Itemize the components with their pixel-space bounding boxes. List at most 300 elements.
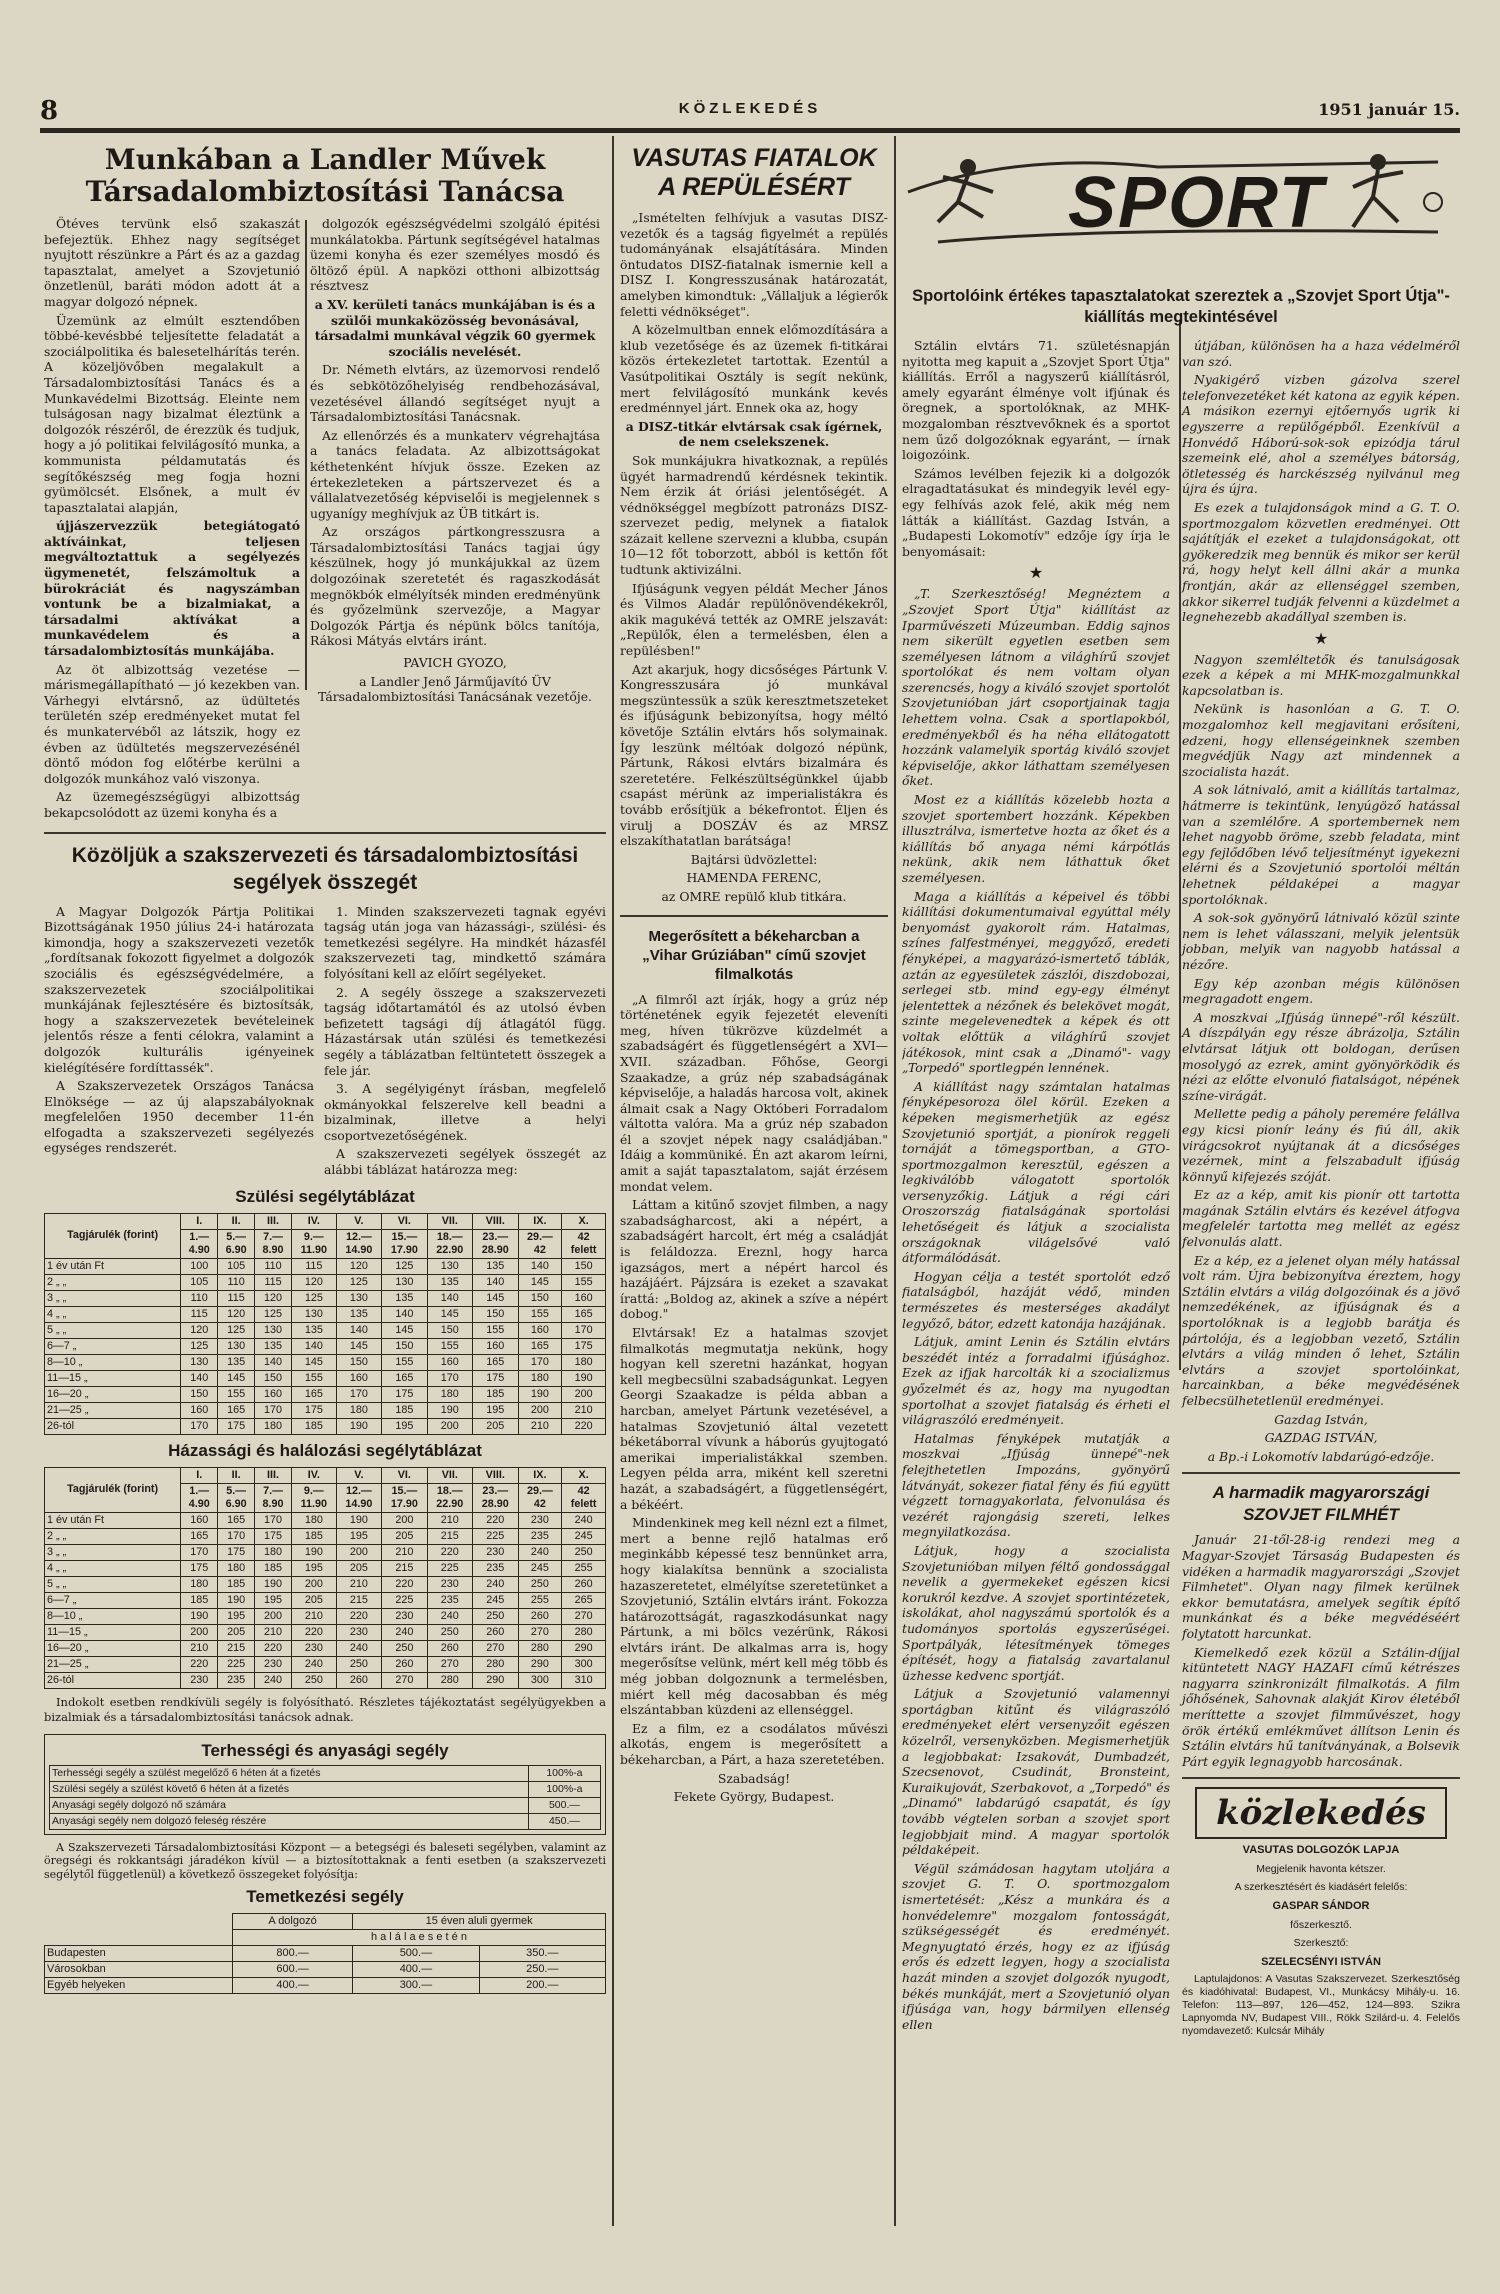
- table-range-header: 9.— 11.90: [292, 1229, 337, 1258]
- table-cell: 150: [473, 1306, 518, 1322]
- table-range-header: 18.— 22.90: [427, 1483, 472, 1512]
- table-col-header: V.: [336, 1213, 381, 1229]
- table-cell: 155: [292, 1370, 337, 1386]
- table-col-header: X.: [562, 1467, 606, 1483]
- paragraph: „A filmről azt írják, hogy a grúz nép történetének egyik fejezetét eleveníti meg, híven tükrözve küzdelmét a szabadságért és függetlenségért a XVI—XVII. században. Főhőse, Georgi Szaakadze, a grúz nép szabadságának képviselője, a haladás harcosa volt, akinek álmait csak a Nagy Októberi Forradalom váltotta valóra. Ma a grúz nép szabadon él a szovjet népek nagy családjában." Idáig a kommüniké. Én azt akarom leírni, amit a saját tapasztalatom, saját érzésem mondat velem.: [620, 991, 888, 1194]
- table-cell: 100%-a: [528, 1781, 600, 1797]
- table-cell: 225: [427, 1560, 472, 1576]
- imprint-line: Szerkesztő:: [1293, 1937, 1349, 1950]
- paragraph: A sok látnivaló, amit a kiállítás tartalmaz, hátmerre is tekintünk, lenyúgöző hatással van a szemlélőre. A sportembernek nem lehet nagyobb öröme, szebb feladata, mint egy fejlődőben lévő teljesítményt igyekezni elérni és a Szovjetunió sportolói méltán lehetnek példaképei a magyar sportolóknak.: [1182, 782, 1460, 907]
- table-row: [45, 1512, 606, 1528]
- table-cell: 300: [562, 1656, 606, 1672]
- table-cell: 230: [292, 1640, 337, 1656]
- section-rule: [620, 915, 888, 917]
- table-cell: 125: [336, 1274, 381, 1290]
- table-cell: 265: [562, 1592, 606, 1608]
- table-cell: 800.—: [232, 1946, 352, 1962]
- table-cell: 205: [218, 1624, 255, 1640]
- table-col-header: X.: [562, 1213, 606, 1229]
- paragraph: A Szakszervezetek Országos Tanácsa Elnöksége — az új alapszabályoknak megfelelően 1950 december 11-én elfogadta a szakszervezeti segélyezés egységes rendszerét.: [44, 1078, 314, 1156]
- paragraph: Sok munkájukra hivatkoznak, a repülés ügyét harmadrendű kérdésnek tekintik. Nem érzik át óriási jelentőségét. A védnökséggel megbízott patronázs DISZ-szervezet pedig, melynek a fiatalok százait kellene szervezni a klubba, csupán 10—12 főt toborzott, abból is kettőn főt tudtunk aktivizálni.: [620, 452, 888, 578]
- table-range-header: 42 felett: [562, 1483, 606, 1512]
- table-range-header: 18.— 22.90: [427, 1229, 472, 1258]
- table-cell: 195: [255, 1592, 292, 1608]
- table-cell: 100: [181, 1258, 218, 1274]
- sport-column-left: [902, 338, 1170, 2041]
- table-cell: 140: [518, 1258, 562, 1274]
- article-title: Sportolóink értékes tapasztalatokat szereztek a „Szovjet Sport Útja"-kiállítás megtekintésével: [912, 287, 1450, 326]
- table-cell: 200: [382, 1512, 427, 1528]
- table-row: [45, 1656, 606, 1672]
- table-col-header: II.: [218, 1467, 255, 1483]
- table-cell: 270: [427, 1656, 472, 1672]
- imprint-line: SZELECSÉNYI ISTVÁN: [1261, 1955, 1381, 1968]
- article-title: Megerősített a békeharcban a „Vihar Grúziában" című szovjet filmalkotás: [642, 927, 866, 983]
- paragraph: Látjuk, hogy a szocialista Szovjetunióban milyen féltő gondossággal nevelik a gyermekeket egészen kicsi korukról kezdve. A szovjet sportintézetek, iskolákat, ahol nagyszámú sportolók és a tudományos sportolás egyszerűségei. Sportpályák, létesítmények tömeges építését, hogy a fiatalság zavartalanul üzhesse kedvenc sportját.: [902, 1542, 1170, 1683]
- table-cell: 185: [473, 1386, 518, 1402]
- row-label: 1 év után Ft: [45, 1258, 181, 1274]
- table-row: [45, 1402, 606, 1418]
- table-cell: 110: [218, 1274, 255, 1290]
- table-cell: 190: [427, 1402, 472, 1418]
- table-cell: 500.—: [353, 1946, 479, 1962]
- table-cell: 145: [292, 1354, 337, 1370]
- table-cell: 135: [292, 1322, 337, 1338]
- column-divider: [612, 136, 614, 2226]
- table-cell: 105: [218, 1258, 255, 1274]
- table-cell: 250: [562, 1544, 606, 1560]
- table-cell: 125: [181, 1338, 218, 1354]
- table-cell: 135: [427, 1274, 472, 1290]
- row-label: 4 „ „: [45, 1560, 181, 1576]
- notice-column-left: [44, 904, 314, 1181]
- pregnancy-title: Terhességi és anyasági segély: [201, 1740, 449, 1760]
- table-cell: 140: [292, 1338, 337, 1354]
- table-row: [45, 1338, 606, 1354]
- table-cell: 280: [473, 1656, 518, 1672]
- table-cell: 165: [218, 1512, 255, 1528]
- table-cell: 140: [336, 1322, 381, 1338]
- table-cell: 240: [255, 1672, 292, 1688]
- paragraph: 1. Minden szakszervezeti tagnak egyévi tagság után joga van házassági-, szülési- és temetkezési segélyre. Ha mindkét házasfél szakszervezeti tag, mindkettő számára folyósítani kell az előírt segélyeket.: [324, 903, 606, 981]
- table-cell: 240: [382, 1624, 427, 1640]
- table-cell: 190: [292, 1544, 337, 1560]
- table-cell: Anyasági segély nem dolgozó feleség részére: [50, 1813, 529, 1829]
- table-cell: 170: [255, 1402, 292, 1418]
- table-cell: 170: [427, 1370, 472, 1386]
- table-cell: 220: [336, 1608, 381, 1624]
- table-cell: 130: [181, 1354, 218, 1370]
- paragraph: A sok-sok gyönyörű látnivaló közül szinte nem is lehet válasszani, melyik jelentsük jobban, melyik van nagyobb hatással a nézőre.: [1182, 910, 1460, 972]
- table-cell: 180: [292, 1512, 337, 1528]
- left-section: [44, 138, 606, 2228]
- table-row: [45, 1592, 606, 1608]
- signature: PAVICH GYOZO,: [403, 655, 507, 671]
- table-cell: 190: [218, 1592, 255, 1608]
- table-col-header: VI.: [382, 1467, 427, 1483]
- table-cell: 155: [382, 1354, 427, 1370]
- paragraph: A Szakszervezeti Társadalombiztosítási Központ — a betegségi és baleseti segélyben, valamint az öregségi és rokkantsági járadékon kívül — a biztosítottaknak a fenti esetben (a szakszervezeti segélytől függetlenül) a következő összegeket folyósítja:: [44, 1840, 606, 1881]
- table-cell: 270: [473, 1640, 518, 1656]
- table-cell: 195: [292, 1560, 337, 1576]
- star-separator: ★: [1313, 628, 1329, 648]
- table-cell: Szülési segély a szülést követő 6 héten át a fizetés: [50, 1781, 529, 1797]
- paragraph: Most ez a kiállítás közelebb hozta a szovjet sportembert hozzánk. Képekben illusztrálva, ismertetve hozta az őket és a kiállítás bő anyaga némi kárpótlás nekünk, akik nem láthattuk őket személyesen.: [902, 792, 1170, 885]
- table-cell: 200: [292, 1576, 337, 1592]
- table-cell: 195: [336, 1528, 381, 1544]
- paragraph: Ez az a kép, amit kis pionír ott tartotta magának Sztálin elvtárs és kezével átfogva megfelelér tartotta meg mellét az egész felvonulás alatt.: [1182, 1187, 1460, 1250]
- table-cell: 230: [255, 1656, 292, 1672]
- table-cell: 130: [292, 1306, 337, 1322]
- middle-section: [620, 138, 888, 2228]
- table-col-header: A dolgozó: [232, 1914, 352, 1930]
- row-label: 6—7 „: [45, 1592, 181, 1608]
- right-section: [902, 282, 1460, 2232]
- table-cell: Budapesten: [45, 1946, 233, 1962]
- table-cell: 230: [181, 1672, 218, 1688]
- paragraph: A kiállítást nagy számtalan hatalmas fényképesoroza ölel körül. Ezeken a képeken megismerhetjük az egész Szovjetunió sportját, a pionírok reggeli tornáját a tömegsportban, a GTO-sportmozgalmon keresztül, egészen a legkiválóbb válogatott sportolók versenyzőkig. Látjuk a régi cári Oroszország fiatalságának sportolási lehetőségeit és látjuk a szocialista országoknak világelsővé való átformálódását.: [902, 1078, 1170, 1266]
- table-cell: 280: [427, 1672, 472, 1688]
- table-range-header: 9.— 11.90: [292, 1483, 337, 1512]
- table-col-header: VII.: [427, 1213, 472, 1229]
- table-cell: 125: [382, 1258, 427, 1274]
- table-col-header: VIII.: [473, 1467, 518, 1483]
- table-range-header: 15.— 17.90: [382, 1483, 427, 1512]
- row-label: 1 év után Ft: [45, 1512, 181, 1528]
- birth-table-title: Szülési segélytáblázat: [235, 1186, 415, 1206]
- table-cell: 245: [562, 1528, 606, 1544]
- table-row: [45, 1544, 606, 1560]
- table-row: [45, 1306, 606, 1322]
- signature: Fekete György, Budapest.: [673, 1789, 835, 1805]
- table-cell: 290: [473, 1672, 518, 1688]
- paragraph: Azt akarjuk, hogy dicsőséges Pártunk V. Kongresszusára jó munkával megszüntessük a szük keresztmetszeteket és ifjúságunk bebizonyítsa, hogy méltó követője Sztálin elvtárs hős solymainak. Így leszünk méltóak dolgozó népünk, Pártunk, Rákosi elvtárs bizalmára és szeretetére. Felkészültségünkkel újabb csapást mérünk az imperialistákra és tovább erősítjük a békefrontot. Éljen és virulj a DOSZÁV és az MRSZ elszakíthatatlan barátsága!: [620, 661, 888, 849]
- table-cell: 240: [336, 1640, 381, 1656]
- row-label: 21—25 „: [45, 1656, 181, 1672]
- table-cell: 135: [218, 1354, 255, 1370]
- row-label: 16—20 „: [45, 1386, 181, 1402]
- paragraph: A közelmultban ennek előmozdítására a klub vezetősége és az üzemek fi-titkárai közös értekezletet tartottak. Ezentúl a Vasútpolitikai Osztály is segít nekünk, mert felvilágosító munkánk kevés eredménnyel járt. Ennek oka az, hogy: [620, 322, 888, 416]
- table-cell: 165: [292, 1386, 337, 1402]
- table-row: [45, 1672, 606, 1688]
- article-column-right: [310, 216, 600, 824]
- table-cell: 175: [255, 1528, 292, 1544]
- table-cell: 175: [562, 1338, 606, 1354]
- paragraph: Indokolt esetben rendkívüli segély is folyósítható. Részletes tájékoztatást segélyügyekben a bizalmiak és a társadalombiztosítási tanácsok adnak.: [44, 1694, 606, 1725]
- table-cell: 160: [427, 1354, 472, 1370]
- marriage-table-title: Házassági és halálozási segélytáblázat: [168, 1440, 482, 1460]
- table-cell: 135: [255, 1338, 292, 1354]
- table-cell: 160: [473, 1338, 518, 1354]
- table-cell: 210: [255, 1624, 292, 1640]
- table-cell: 215: [427, 1528, 472, 1544]
- table-cell: 140: [473, 1274, 518, 1290]
- paragraph: A moszkvai „Ifjúság ünnepé"-ről készült. A díszpályán egy része ábrázolja, Sztálin elvtársat látjuk ott boldogan, derűsen mosolygó az ezrek, amint gyönyörködik és nézi az előtte elvonuló fiatalságot, népének színe-virágát.: [1182, 1009, 1460, 1103]
- paragraph: dolgozók egészségvédelmi szolgáló épitési munkálatokba. Pártunk segítségével hatalmas üzemi konyha és ezer személyes mosdó és öltöző épül. A napközi otthoni albizottság résztvesz: [310, 216, 600, 294]
- paragraph: a DISZ-titkár elvtársak csak ígérnek, de nem cselekszenek.: [625, 418, 883, 450]
- table-cell: 150: [562, 1258, 606, 1274]
- table-row: [45, 1258, 606, 1274]
- table-cell: 250: [382, 1640, 427, 1656]
- imprint-text: Laptulajdonos: A Vasutas Szakszervezet. Szerkesztőség és kiadóhivatal: Budapest, VI., Munkácsy Mihály-u. 16. Telefon: 113—897, 126—452, 124—893. Szikra Lapnyomda NV, Budapest VIII., Rökk Szilárd-u. 4. Felelős nyomdavezető: Kulcsár Mihály: [1182, 1973, 1460, 2038]
- table-cell: 100%-a: [528, 1765, 600, 1781]
- table-col-header: IV.: [292, 1213, 337, 1229]
- table-cell: 200.—: [479, 1978, 605, 1994]
- row-label: 8—10 „: [45, 1354, 181, 1370]
- table-cell: 120: [181, 1322, 218, 1338]
- funeral-table: [44, 1913, 606, 1994]
- table-row: [45, 1608, 606, 1624]
- table-range-header: 7.— 8.90: [255, 1483, 292, 1512]
- table-cell: 235: [518, 1528, 562, 1544]
- table-cell: 220: [181, 1656, 218, 1672]
- table-cell: 170: [336, 1386, 381, 1402]
- table-cell: 160: [255, 1386, 292, 1402]
- table-cell: 125: [218, 1322, 255, 1338]
- table-row: [45, 1354, 606, 1370]
- table-cell: 245: [473, 1592, 518, 1608]
- table-cell: 190: [181, 1608, 218, 1624]
- paragraph: Szabadság!: [717, 1770, 791, 1786]
- table-cell: 185: [292, 1418, 337, 1434]
- table-cell: 180: [255, 1544, 292, 1560]
- table-cell: 135: [382, 1290, 427, 1306]
- row-label: 5 „ „: [45, 1576, 181, 1592]
- masthead: KÖZLEKEDÉS: [678, 100, 822, 117]
- table-cell: 155: [562, 1274, 606, 1290]
- page-number: 8: [40, 96, 59, 126]
- table-cell: 165: [218, 1402, 255, 1418]
- table-cell: 185: [181, 1592, 218, 1608]
- article-title: A harmadik magyarországi SZOVJET FILMHÉT: [1212, 1483, 1430, 1525]
- table-cell: 115: [218, 1290, 255, 1306]
- table-cell: 175: [181, 1560, 218, 1576]
- imprint-line: VASUTAS DOLGOZÓK LAPJA: [1242, 1844, 1400, 1857]
- table-cell: 225: [382, 1592, 427, 1608]
- paragraph: Január 21-től-28-ig rendezi meg a Magyar-Szovjet Társaság Budapesten és vidéken a harmadik magyarországi „Szovjet Filmhetet". Olyan nagy filmek kerülnek ekkor bemutatásra, amelyek segítik építő munkánkat és a béke megvédéséért folytatott harcunkat.: [1182, 1532, 1460, 1641]
- table-range-header: 5.— 6.90: [218, 1229, 255, 1258]
- table-cell: 280: [518, 1640, 562, 1656]
- table-cell: 205: [292, 1592, 337, 1608]
- table-cell: 220: [292, 1624, 337, 1640]
- table-cell: 165: [382, 1370, 427, 1386]
- article-title: VASUTAS FIATALOK A REPÜLÉSÉRT: [631, 144, 877, 201]
- table-cell: 170: [518, 1354, 562, 1370]
- table-row: [45, 1418, 606, 1434]
- paragraph: útjában, különösen ha a haza védelméről van szó.: [1182, 338, 1460, 369]
- table-row: [45, 1322, 606, 1338]
- table-cell: 185: [292, 1528, 337, 1544]
- table-cell: Egyéb helyeken: [45, 1978, 233, 1994]
- table-cell: 190: [336, 1418, 381, 1434]
- paragraph: Az üzemegészségügyi albizottság bekapcsolódott az üzemi konyha és a: [44, 789, 300, 820]
- table-col-header: I.: [181, 1213, 218, 1229]
- table-cell: 235: [427, 1592, 472, 1608]
- table-col-header: IX.: [518, 1467, 562, 1483]
- birth-aid-table: [44, 1213, 606, 1435]
- paragraph: 3. A segélyigényt írásban, megfelelő okmányokkal felszerelve kell beadni a bizalminak, illetve a helyi csoportvezetőségének.: [324, 1081, 606, 1143]
- imprint-line: főszerkesztő.: [1290, 1918, 1352, 1931]
- paragraph: Nyakigérő vizben gázolva szerel telefonvezetéket két katona az egyik képen. A másikon ezernyi ejtőernyős ugrik ki egyszerre a repülőgépből. Ezenkívül a Honvédő Háború-sok-sok epizódja tárul szemeink elé, ahol a személyes bátorság, ötletesség és harckészség nyilvánul meg újra és újra.: [1182, 372, 1460, 497]
- table-cell: 165: [473, 1354, 518, 1370]
- table-cell: 180: [562, 1354, 606, 1370]
- table-cell: 145: [473, 1290, 518, 1306]
- table-col-header: VI.: [382, 1213, 427, 1229]
- table-cell: 140: [255, 1354, 292, 1370]
- section-rule: [1182, 1777, 1460, 1779]
- paper-logo: [1195, 1787, 1447, 1839]
- paragraph: Maga a kiállítás a képeivel és többi kiállítási dokumentumaival egyúttal mély benyomást gyakorolt rám. Hatalmas, színes falfestményei, meggyőző, eredeti fényképei, a magyarázó-ismertető táblák, aztán az egyesületek zászlói, diszdobozai, serlegei stb. mind egy-egy élményt jelentettek a nézőnek és belekövet mogát, szinte megelevenedtek a képek és ott voltak előttük a világhírű szovjet játékosok, mint csak a „Dinamó"- vagy „Torpedó" sportlegpén lennének.: [902, 888, 1170, 1076]
- table-cell: 230: [382, 1608, 427, 1624]
- table-cell: 400.—: [232, 1978, 352, 1994]
- paragraph: Az országos pártkongresszusra a Társadalombiztosítási Tanács tagjai úgy készülnek, hogy jó munkájukkal az üzem dolgozóinak szeretetét és ragaszkodását megnökbók elmélyítsék minden eredményünk és győzelmünk szervezője, a Magyar Dolgozók Pártja és népünk bölcs tanítója, Rákosi Mátyás elvtárs iránt.: [310, 524, 600, 649]
- table-cell: 125: [292, 1290, 337, 1306]
- table-cell: 220: [255, 1640, 292, 1656]
- table-cell: 115: [181, 1306, 218, 1322]
- table-cell: 185: [382, 1402, 427, 1418]
- table-cell: 175: [382, 1386, 427, 1402]
- table-cell: 260: [518, 1608, 562, 1624]
- table-cell: 260: [473, 1624, 518, 1640]
- signature-role: az OMRE repülő klub titkára.: [661, 888, 847, 904]
- table-cell: 270: [562, 1608, 606, 1624]
- table-cell: 250: [518, 1576, 562, 1592]
- table-col-header: II.: [218, 1213, 255, 1229]
- table-cell: 160: [562, 1290, 606, 1306]
- article-title: Munkában a Landler Művek Társadalombiztosítási Tanácsa: [85, 143, 565, 208]
- table-cell: Terhességi segély a szülést megelőző 6 héten át a fizetés: [50, 1765, 529, 1781]
- table-cell: 220: [562, 1418, 606, 1434]
- paragraph: Ifjúságunk vegyen példát Mecher János és Vilmos Aladár repülőnövendékekről, akik magukévá tették az OMRE jelszavát: „Repülők, élen a termelésben, élen a repülésben!": [620, 580, 888, 659]
- table-cell: 300.—: [353, 1978, 479, 1994]
- paragraph: Elvtársak! Ez a hatalmas szovjet filmalkotás megmutatja nekünk, hogy hogyan kell szeretni hazánkat, hogyan kell megbecsülni szabadságunkat. Legyen Georgi Szaakadze is példa abban a harcban, amelyet Pártunk vezetésével, a hatalmas Szovjetunió által vezetett béketáborral vívunk a háborús gyujtogató amerikai imperialistákkal szemben. Legyen példa arra, miként kell szeretni hazát, a szabadságért, a függetlenségért, a békéért.: [620, 1325, 888, 1512]
- signature: HAMENDA FERENC,: [686, 870, 822, 886]
- table-cell: 250: [336, 1656, 381, 1672]
- table-cell: 240: [562, 1512, 606, 1528]
- table-cell: 260: [427, 1640, 472, 1656]
- table-col-header: I.: [181, 1467, 218, 1483]
- table-cell: 235: [473, 1560, 518, 1576]
- table-cell: 115: [292, 1258, 337, 1274]
- table-cell: 235: [218, 1672, 255, 1688]
- table-cell: 230: [518, 1512, 562, 1528]
- article-column-left: [44, 216, 300, 824]
- table-cell: 350.—: [479, 1946, 605, 1962]
- imprint-line: A szerkesztésért és kiadásért felelős:: [1234, 1881, 1408, 1894]
- table-row: [45, 1640, 606, 1656]
- table-cell: 120: [218, 1306, 255, 1322]
- table-range-header: 15.— 17.90: [382, 1229, 427, 1258]
- table-cell: 230: [473, 1544, 518, 1560]
- table-row: [45, 1624, 606, 1640]
- paragraph: Bajtársi üdvözlettel:: [690, 851, 818, 867]
- table-cell: 165: [518, 1338, 562, 1354]
- table-cell: 170: [218, 1528, 255, 1544]
- table-cell: 260: [382, 1656, 427, 1672]
- paragraph: Nagyon szemléltetők és tanulságosak ezek a képek a mi MHK-mozgalmunkkal kapcsolatban is.: [1182, 651, 1460, 698]
- table-cell: 150: [181, 1386, 218, 1402]
- table-cell: 175: [218, 1418, 255, 1434]
- table-col-header: 15 éven aluli gyermek: [353, 1914, 606, 1930]
- table-range-header: 23.— 28.90: [473, 1483, 518, 1512]
- table-cell: 150: [427, 1322, 472, 1338]
- table-cell: 255: [518, 1592, 562, 1608]
- paragraph: Kiemelkedő ezek közül a Sztálin-díjjal kitüntetett NAGY HAZAFI című kétrészes nagyarra szinkronizált filmalkotás. A film jőhősének, Sahovnak alakját Kirov életéből meríttette a szovjet filmművészet, hogy örök értékű emlékművet állítson Lenin és Sztálin elvtárs hű tanítványának, a Bolsevik Párt egyik legnagyobb harcosának.: [1182, 1644, 1460, 1769]
- paragraph: Látjuk a Szovjetunió valamennyi sportágban kitűnt és világraszóló eredményeket elért versenyzőit egészen közelről, versenyközben. Megismerhetjük a legjobbakat: Izsakovát, Dumbadzét, Szecsenovot, Csudinát, Bronsteint, Kuraikujovát, Szerbakovot, a „Torpedó" és „Dinamó" labdarúgó csapatát, és így tovább végtelen sorban a szovjet sport legjobbjait mind. A magyar sportolók példaképeit.: [902, 1686, 1170, 1858]
- table-cell: 165: [181, 1528, 218, 1544]
- table-cell: 300: [518, 1672, 562, 1688]
- row-label: 2 „ „: [45, 1528, 181, 1544]
- table-col-header: IV.: [292, 1467, 337, 1483]
- paragraph: Az öt albizottság vezetése — márismegállapítható — jó kezekben van. Várhegyi elvtársnő, az üdültetés területén szép eredményeket mutat fel és munkatervéből az látszik, hogy ez évben az üdültetés megszervezésénél döntő módon fog előtérbe kerülni a dolgozók munkához való viszonya.: [44, 661, 300, 786]
- table-cell: 190: [336, 1512, 381, 1528]
- table-cell: 600.—: [232, 1962, 352, 1978]
- paragraph: Egy kép azonban mégis különösen megragadott engem.: [1182, 975, 1460, 1007]
- table-cell: 170: [181, 1544, 218, 1560]
- table-cell: 180: [218, 1560, 255, 1576]
- table-cell: 240: [292, 1656, 337, 1672]
- table-cell: 150: [382, 1338, 427, 1354]
- paragraph: „Ismételten felhívjuk a vasutas DISZ-vezetők és a tagság figyelmét a repülés tudományának elsajátítására. Minden öntudatos DISZ-fiatalnak ismernie kell a DISZ I. Kongresszusának határozatát, amelyben kimondtuk: „Vállaljuk a légierők feletti védnökséget".: [620, 210, 888, 319]
- table-cell: 240: [518, 1544, 562, 1560]
- paragraph: Mellette pedig a páholy peremére felállva egy kicsi pionír leány és fiú áll, akik virágcsokrot nyújtanak át a dicsőséges vezérnek, mint a felszabadult ifjúság könnyű kifejezés szóját.: [1182, 1106, 1460, 1184]
- paper-logo-text: közlekedés: [1216, 1793, 1426, 1834]
- table-cell: 250: [473, 1608, 518, 1624]
- table-cell: 160: [181, 1512, 218, 1528]
- funeral-title: Temetkezési segély: [246, 1887, 404, 1907]
- table-cell: 240: [427, 1608, 472, 1624]
- table-cell: 150: [518, 1290, 562, 1306]
- paragraph: Ez a film, ez a csodálatos művészi alkotás, engem is megerősített a békeharcban, a Párt, a haza szeretetében.: [620, 1720, 888, 1768]
- table-cell: 150: [336, 1354, 381, 1370]
- table-range-header: 1.— 4.90: [181, 1229, 218, 1258]
- row-label: 21—25 „: [45, 1402, 181, 1418]
- table-row: [45, 1576, 606, 1592]
- table-cell: 190: [255, 1576, 292, 1592]
- signature-role: a Bp.-i Lokomotív labdarúgó-edzője.: [1207, 1448, 1435, 1464]
- signature: GAZDAG ISTVÁN,: [1264, 1430, 1378, 1446]
- table-cell: 130: [382, 1274, 427, 1290]
- table-range-header: 42 felett: [562, 1229, 606, 1258]
- paragraph: Számos levélben fejezik ki a dolgozók elragadtatásukat és mindegyik levél egy-egy felhívás azok felé, akik még nem látták a kiállítást. Gazdag István, a „Budapesti Lokomotív" edzője így írja le benyomásait:: [902, 465, 1170, 559]
- table-cell: 155: [218, 1386, 255, 1402]
- table-row: [45, 1560, 606, 1576]
- table-cell: 130: [427, 1258, 472, 1274]
- row-label: 8—10 „: [45, 1608, 181, 1624]
- paragraph: Látjuk, amint Lenin és Sztálin elvtárs beszédét intéz a forradalmi ifjúsághoz. Ezek az ifjak harcolták ki a szocializmus győzelmét és az, hogy ma nyugodtan sportolhat a szovjet fiatalság és érheti el világraszóló eredményeit.: [902, 1334, 1170, 1428]
- table-cell: 245: [518, 1560, 562, 1576]
- signature-role: a Landler Jenő Járműjavító ÜV Társadalombiztosítási Tanácsának vezetője.: [318, 673, 592, 705]
- paragraph: Gazdag István,: [1274, 1411, 1368, 1427]
- table-cell: 210: [562, 1402, 606, 1418]
- paragraph: Láttam a kitűnő szovjet filmben, a nagy szabadságharcost, aki a népért, a szabadságért harcolt, ért még a családját is feláldozza. Ereznl, hogy harca igazságos, mert a népért harcol és hazájáért. Pájzsára is ezeket a szavakat írattá: „Boldog az, akinek a szíve a népért dobog.": [620, 1197, 888, 1322]
- section-rule: [44, 832, 606, 834]
- table-cell: 205: [473, 1418, 518, 1434]
- table-cell: 230: [427, 1576, 472, 1592]
- row-label: 26-tól: [45, 1672, 181, 1688]
- paragraph: Az ellenőrzés és a munkaterv végrehajtása a tanács feladata. Az albizottságokat kéthetenként hívjuk össze. Ezeken az értekezleteken a pártszervezet és a vállalatvezetőség képviselői is megjelennek s ugyanígy meghívjuk az ÜB titkárt is.: [310, 427, 600, 521]
- page-header: [40, 96, 1460, 126]
- table-cell: 200: [562, 1386, 606, 1402]
- table-range-header: 7.— 8.90: [255, 1229, 292, 1258]
- paragraph: Végül számádosan hagytam utoljára a szovjet G. T. O. sportmozgalom ismertetését: „Kész a munkára és a honvédelemre" mozgalom fontosságát, szükségességét és eredményét. Megnyugtató érzés, hogy ez az ifjúság erős és edzett legyen, hogy a szocialista hazát minden a szovjet dolgozók nyugodt, békés munkáját, mert a Szovjetunió olyan ifjúsága van, hogy bármilyen ellenség ellen: [902, 1860, 1170, 2032]
- table-cell: 240: [473, 1576, 518, 1592]
- paragraph: „T. Szerkesztőség! Megnéztem a „Szovjet Sport Útja" kiállítást az Iparművészeti Múzeumban. Eddig sajnos nem sikerült egyetlen esetben sem személyesen látnom a világhírű szovjet sportolókat és nem voltam olyan szerencsés, hogy a kiváló szovjet sportolót Szovjetunióban járt csoportjainak tagja lehettem volna. Csak a sportlapokból, eredményekből és ha néha ellátogatott hozzánk valamelyik sportág kiváló szovjet képviselője, akkor láthattam személyesen őket.: [902, 586, 1170, 789]
- table-cell: 130: [218, 1338, 255, 1354]
- paragraph: Sztálin elvtárs 71. születésnapján nyitotta meg kapuit a „Szovjet Sport Útja" kiállítás. Erről a nagyszerű kiállításról, amely egyaránt élménye volt ifjúnak és öregnek, a sportolóknak, az MHK-mozgalomban résztvevőknek és a sportot nem űző dolgozóknak egyaránt, — írnak loigozóink.: [902, 338, 1170, 463]
- table-cell: 110: [181, 1290, 218, 1306]
- table-cell: 130: [255, 1322, 292, 1338]
